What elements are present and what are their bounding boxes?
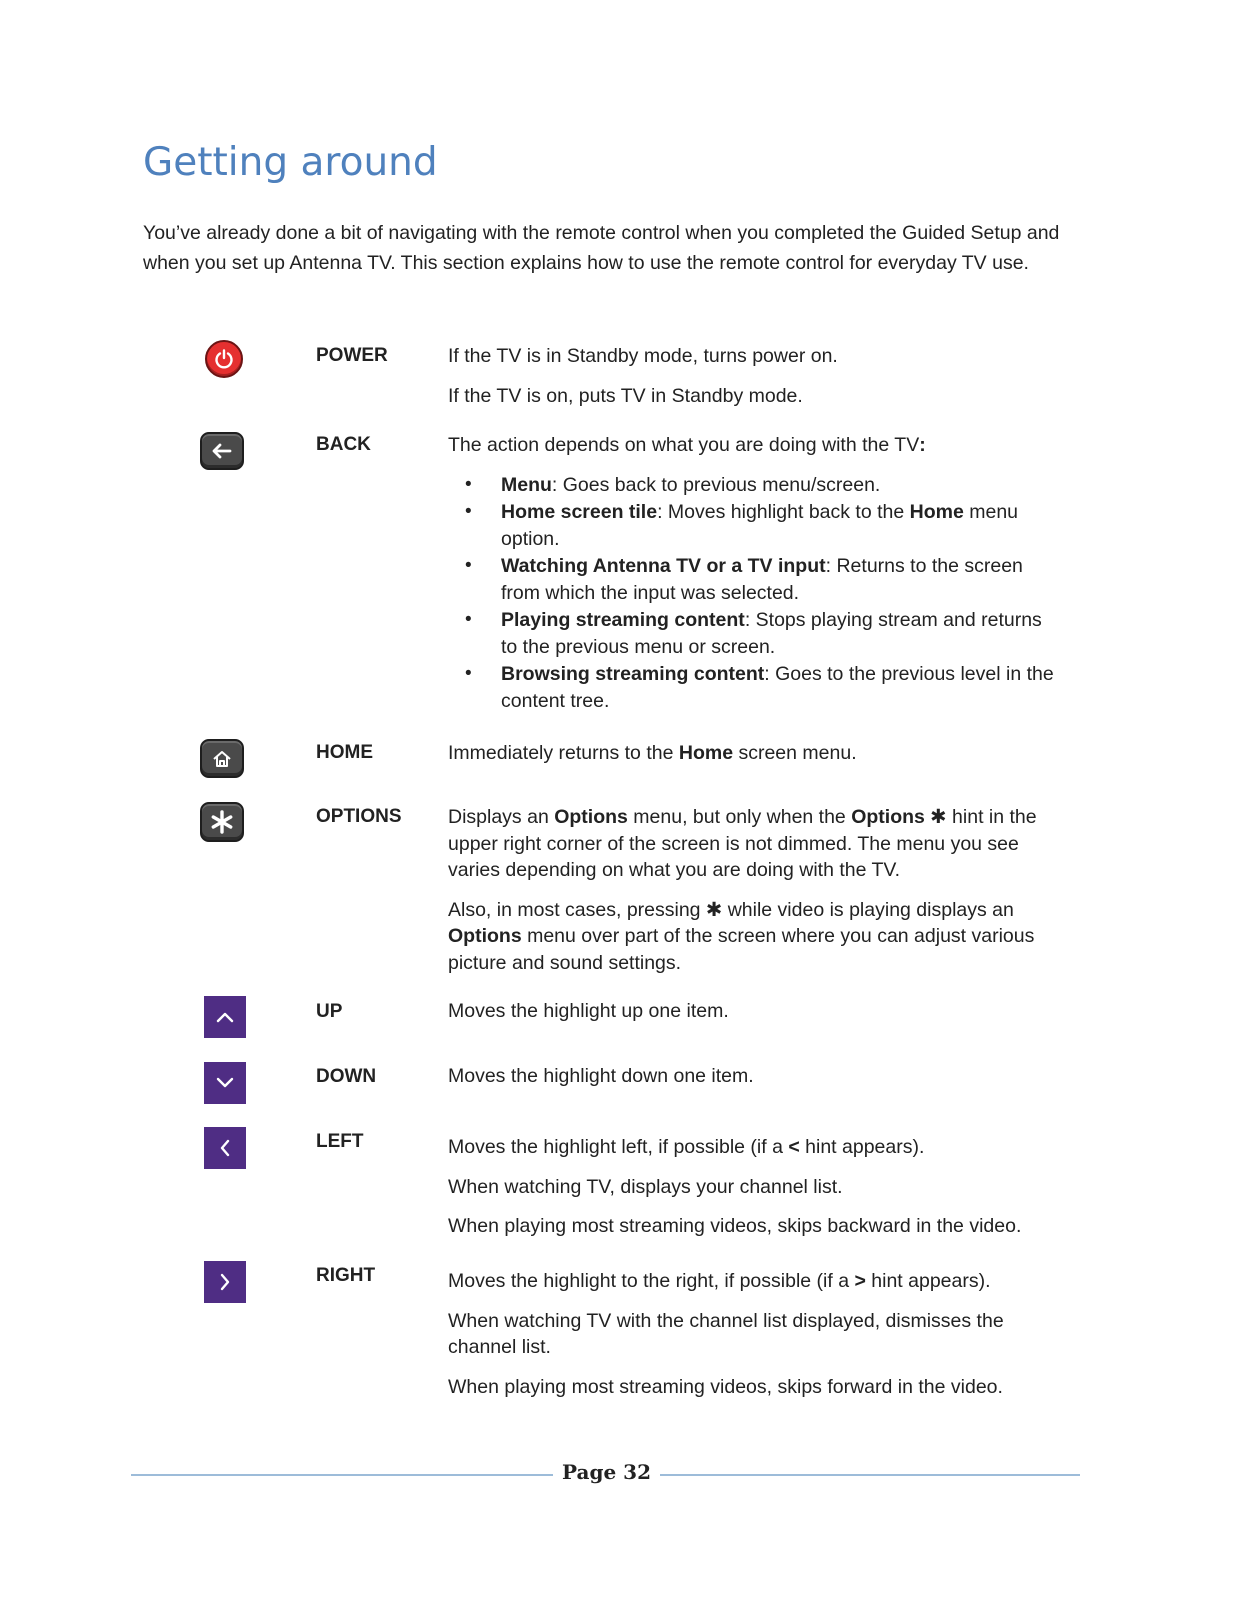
back-label: BACK <box>316 434 371 455</box>
back-button-graphic <box>200 432 250 478</box>
options-desc-2: Also, in most cases, pressing ✱ while video is playing displays an Options menu over part of the screen where you can adjust various picture and sound settings. <box>448 898 1035 974</box>
home-button-graphic <box>200 739 250 785</box>
options-description <box>448 804 1063 989</box>
left-description <box>448 1134 1063 1253</box>
back-desc-intro: The action depends on what you are doing with the TV: <box>448 434 926 456</box>
back-description <box>448 432 1063 715</box>
right-desc-3: When playing most streaming videos, skips forward in the video. <box>448 1375 1003 1398</box>
down-label: DOWN <box>316 1066 377 1087</box>
right-desc-1: Moves the highlight to the right, if possible (if a > hint appears). <box>448 1270 991 1292</box>
options-button-graphic <box>200 802 250 848</box>
options-label: OPTIONS <box>316 806 402 827</box>
right-desc-2: When watching TV with the channel list displayed, dismisses the channel list. <box>448 1309 1004 1358</box>
page-number: Page 32 <box>562 1460 651 1484</box>
right-label: RIGHT <box>316 1265 376 1286</box>
right-hint-symbol: > <box>854 1270 866 1292</box>
intro-paragraph: You’ve already done a bit of navigating with the remote control when you completed the Guided Setup and when you set up Antenna TV. This section explains how to use the remote control for everyday TV use. <box>143 222 1060 274</box>
back-arrow-icon <box>200 432 244 470</box>
home-icon <box>200 739 244 778</box>
back-context-list <box>448 472 1063 715</box>
left-desc-2: When watching TV, displays your channel list. <box>448 1175 843 1198</box>
list-item: • Home screen tile: Moves highlight back to the Home menu option. <box>465 501 1019 550</box>
up-label: UP <box>316 1001 343 1022</box>
power-desc-on: If the TV is in Standby mode, turns power on. <box>448 345 838 367</box>
home-desc: Immediately returns to the Home screen menu. <box>448 742 857 764</box>
home-label: HOME <box>316 742 373 763</box>
power-desc-standby: If the TV is on, puts TV in Standby mode. <box>448 384 803 407</box>
list-item: • Menu: Goes back to previous menu/screen. <box>465 473 881 496</box>
list-item: • Browsing streaming content: Goes to the previous level in the content tree. <box>465 663 1054 712</box>
options-desc-1: Displays an Options menu, but only when the Options ✱ hint in the upper right corner of the screen is not dimmed. The menu you see varies depending on what you are doing with the TV. <box>448 806 1037 881</box>
list-item: • Watching Antenna TV or a TV input: Returns to the screen from which the input was selected. <box>465 555 1023 604</box>
left-hint-symbol: < <box>788 1136 800 1158</box>
left-desc-3: When playing most streaming videos, skips backward in the video. <box>448 1215 1022 1237</box>
chevron-right-icon <box>204 1261 246 1303</box>
home-description <box>448 740 1063 780</box>
up-description <box>448 998 1063 1038</box>
list-item: • Playing streaming content: Stops playing stream and returns to the previous menu or screen. <box>465 609 1042 658</box>
power-description <box>448 343 1063 422</box>
chevron-up-icon <box>204 996 246 1038</box>
asterisk-icon <box>200 802 244 842</box>
down-desc: Moves the highlight down one item. <box>448 1065 754 1087</box>
left-label: LEFT <box>316 1131 364 1152</box>
footer-rule-right <box>660 1474 1080 1476</box>
options-hint-star: ✱ <box>930 806 947 828</box>
down-button-graphic <box>200 1062 250 1108</box>
page-title: Getting around <box>143 140 438 185</box>
power-label: POWER <box>316 345 388 366</box>
left-desc-1: Moves the highlight left, if possible (if a < hint appears). <box>448 1136 925 1158</box>
power-button-graphic <box>200 340 250 386</box>
footer-rule-left <box>131 1474 553 1476</box>
power-icon <box>205 340 243 378</box>
right-description <box>448 1268 1063 1413</box>
right-button-graphic <box>200 1261 250 1307</box>
down-description <box>448 1063 1063 1103</box>
chevron-left-icon <box>204 1127 246 1169</box>
chevron-down-icon <box>204 1062 246 1104</box>
options-star-symbol: ✱ <box>705 898 723 921</box>
left-button-graphic <box>200 1127 250 1173</box>
up-desc: Moves the highlight up one item. <box>448 1000 729 1022</box>
up-button-graphic <box>200 996 250 1042</box>
